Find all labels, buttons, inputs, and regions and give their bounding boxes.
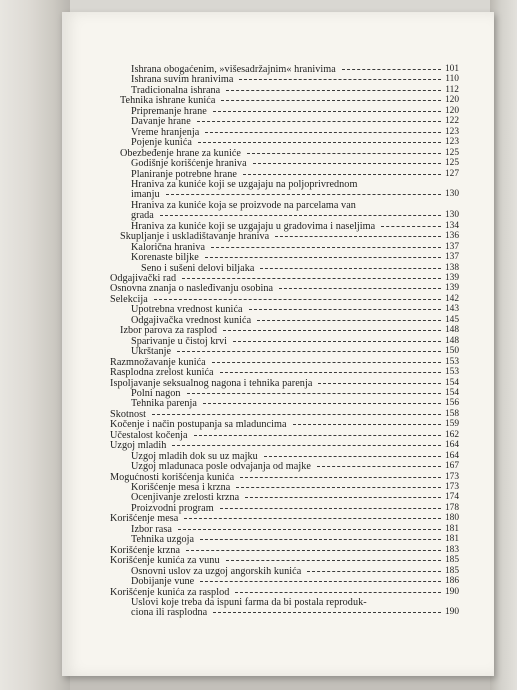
toc-dot-leader [260, 268, 441, 269]
toc-dot-leader [226, 90, 441, 91]
toc-entry-title: Učestalost kočenja [110, 429, 188, 441]
toc-entry-page: 174 [444, 492, 459, 503]
toc-entry [62, 587, 494, 598]
toc-entry [62, 388, 494, 399]
toc-entry-page: 156 [444, 398, 459, 409]
toc-dot-leader [239, 79, 441, 80]
toc-entry-title: Ispoljavanje seksualnog nagona i tehnika parenja [110, 377, 313, 389]
toc-entry-title: Planiranje potrebne hrane [131, 168, 237, 180]
toc-entry-title: Pojenje kunića [131, 137, 192, 149]
toc-entry-page: 127 [444, 168, 459, 179]
toc-entry-page: 181 [444, 523, 459, 534]
toc-dot-leader [226, 560, 441, 561]
toc-entry-page: 154 [444, 377, 459, 388]
toc-entry-page: 173 [444, 471, 459, 482]
toc-dot-leader [233, 341, 441, 342]
toc-dot-leader [212, 362, 441, 363]
toc-entry-title: Obezbeđenje hrane za kuniće [120, 147, 241, 159]
toc-entry [62, 283, 494, 294]
toc-dot-leader [177, 351, 441, 352]
toc-entry-title: Ishrana obogaćenim, »višesadržajnim« hranivima [131, 64, 336, 75]
toc-dot-leader [247, 153, 441, 154]
toc-entry-page: 150 [444, 346, 459, 357]
toc-dot-leader [253, 163, 441, 164]
toc-dot-leader [240, 477, 441, 478]
toc-entry [62, 210, 494, 221]
toc-entry [62, 231, 494, 242]
toc-entry [62, 566, 494, 577]
book-page [62, 12, 494, 676]
toc-dot-leader [197, 121, 441, 122]
toc-entry-title: Razmnožavanje kunića [110, 356, 206, 368]
toc-entry [62, 492, 494, 503]
toc-entry-page: 162 [444, 429, 459, 440]
toc-entry-title: Selekcija [110, 293, 148, 305]
toc-dot-leader [221, 100, 441, 101]
toc-entry [62, 304, 494, 315]
toc-entry [62, 95, 494, 106]
toc-entry-title: imanju [131, 189, 160, 201]
toc-entry-page: 122 [444, 116, 459, 127]
toc-entry-title: Korišćenje kunića za rasplod [110, 586, 230, 598]
toc-entry [62, 461, 494, 472]
toc-entry [62, 555, 494, 566]
toc-entry [62, 148, 494, 159]
toc-entry-page: 178 [444, 502, 459, 513]
toc-entry-title: Izbor parova za rasplod [120, 325, 218, 337]
table-of-contents [62, 12, 494, 676]
toc-entry-page: 158 [444, 408, 459, 419]
toc-entry [62, 357, 494, 368]
toc-entry-title: Hraniva za kuniće koja se proizvode na parcelama van [131, 199, 356, 211]
toc-dot-leader [342, 69, 441, 70]
toc-entry-page: 148 [444, 325, 459, 336]
toc-entry-page: 153 [444, 356, 459, 367]
toc-entry-title: Vreme hranjenja [131, 126, 200, 138]
toc-entry [62, 430, 494, 441]
toc-entry [62, 116, 494, 127]
toc-dot-leader [220, 508, 441, 509]
toc-entry-title: Hraniva za kuniće koji se uzgajaju u gradovima i naseljima [131, 220, 376, 232]
toc-entry [62, 137, 494, 148]
toc-entry [62, 242, 494, 253]
toc-entry [62, 158, 494, 169]
toc-dot-leader [152, 414, 441, 415]
toc-entry [62, 273, 494, 284]
toc-entry [62, 378, 494, 389]
toc-dot-leader [213, 612, 441, 613]
toc-dot-leader [154, 299, 441, 300]
toc-entry-page: 164 [444, 440, 459, 451]
toc-entry-title: Pripremanje hrane [131, 105, 207, 117]
toc-dot-leader [205, 132, 441, 133]
toc-entry [62, 106, 494, 117]
toc-entry [62, 398, 494, 409]
toc-dot-leader [307, 571, 441, 572]
toc-dot-leader [172, 445, 441, 446]
toc-entry-title: Korišćenje kunića za vunu [110, 555, 220, 567]
toc-entry-title: Odgajivački rad [110, 273, 177, 284]
toc-entry [62, 252, 494, 263]
book-spine [0, 0, 70, 690]
toc-dot-leader [198, 142, 441, 143]
toc-entry-page: 125 [444, 158, 459, 169]
toc-entry-title: Polni nagon [131, 387, 181, 399]
toc-entry [62, 409, 494, 420]
toc-entry-title: Ukrštanje [131, 346, 172, 358]
toc-entry [62, 336, 494, 347]
toc-entry [62, 74, 494, 85]
toc-entry-page: 112 [445, 84, 459, 95]
toc-entry [62, 346, 494, 357]
toc-entry-page: 180 [444, 513, 459, 524]
toc-entry [62, 127, 494, 138]
toc-entry-page: 138 [444, 262, 459, 273]
toc-entry-title: grada [131, 210, 154, 222]
toc-entry [62, 482, 494, 493]
toc-entry-title: Rasplodna zrelost kunića [110, 367, 214, 379]
toc-entry-page: 123 [444, 137, 459, 148]
toc-dot-leader [236, 487, 441, 488]
toc-dot-leader [182, 278, 441, 279]
toc-entry-title: Uslovi koje treba da ispuni farma da bi postala reproduk- [131, 596, 367, 608]
toc-entry [62, 451, 494, 462]
toc-entry-title: Kalorična hraniva [131, 241, 206, 253]
toc-entry-title: Skupljanje i uskladištavanje hraniva [120, 231, 270, 243]
toc-dot-leader [166, 194, 441, 195]
toc-dot-leader [249, 309, 441, 310]
toc-dot-leader [243, 174, 441, 175]
toc-entry-title: Korišćenje mesa [110, 513, 179, 525]
toc-entry [62, 179, 494, 190]
toc-entry-title: Tradicionalna ishrana [131, 84, 221, 96]
toc-entry-title: Sparivanje u čistoj krvi [131, 335, 227, 347]
toc-dot-leader [200, 539, 441, 540]
toc-entry-page: 137 [444, 252, 459, 263]
toc-entry-page: 120 [444, 95, 459, 106]
toc-entry-page: 154 [444, 387, 459, 398]
toc-dot-leader [220, 372, 441, 373]
toc-entry-page: 185 [444, 555, 459, 566]
toc-entry-page: 120 [444, 105, 459, 116]
toc-dot-leader [194, 435, 441, 436]
toc-dot-leader [317, 466, 441, 467]
toc-entry-title: Skotnost [110, 408, 147, 420]
toc-entry-title: Davanje hrane [131, 116, 191, 128]
toc-entry-title: Godišnje korišćenje hraniva [131, 158, 247, 170]
toc-entry-title: Tehnika parenja [131, 398, 197, 410]
toc-entry [62, 513, 494, 524]
toc-entry-title: Korišćenje mesa i krzna [131, 482, 231, 493]
toc-entry-title: Seno i sušeni delovi biljaka [141, 262, 255, 274]
toc-entry-page: 181 [444, 534, 459, 545]
toc-dot-leader [178, 529, 441, 530]
toc-entry-page: 136 [444, 231, 459, 242]
toc-entry-title: Dobijanje vune [131, 576, 195, 588]
toc-entry-page: 185 [444, 565, 459, 576]
toc-entry [62, 440, 494, 451]
toc-entry-page: 139 [444, 273, 459, 283]
toc-entry-title: ciona ili rasplodna [131, 607, 208, 619]
toc-entry-page: 101 [444, 64, 459, 74]
toc-entry [62, 472, 494, 483]
book-cover-edge [490, 0, 517, 690]
toc-dot-leader [211, 247, 441, 248]
toc-entry-page: 153 [444, 367, 459, 378]
toc-entry-title: Tehnika ishrane kunića [120, 95, 216, 107]
toc-entry-page: 137 [444, 241, 459, 252]
toc-dot-leader [223, 330, 441, 331]
toc-entry-page: 143 [444, 304, 459, 315]
toc-entry-title: Osnovni uslov za uzgoj angorskih kunića [131, 565, 302, 577]
toc-entry [62, 325, 494, 336]
toc-entry [62, 85, 494, 96]
toc-entry [62, 189, 494, 200]
toc-entry-page: 145 [444, 314, 459, 325]
toc-entry-title: Korišćenje krzna [110, 544, 181, 556]
toc-entry [62, 169, 494, 180]
toc-dot-leader [213, 111, 441, 112]
toc-entry-title: Osnovna znanja o nasleđivanju osobina [110, 283, 274, 295]
toc-entry [62, 263, 494, 274]
toc-dot-leader [203, 403, 441, 404]
toc-dot-leader [279, 288, 441, 289]
toc-entry [62, 607, 494, 618]
toc-entry-page: 164 [444, 450, 459, 461]
toc-entry-title: Ishrana suvim hranivima [131, 74, 234, 86]
toc-entry-page: 139 [444, 283, 459, 294]
toc-entry [62, 576, 494, 587]
toc-entry-page: 173 [444, 482, 459, 492]
toc-entry-page: 134 [444, 220, 459, 231]
toc-dot-leader [160, 215, 441, 216]
toc-entry-page: 183 [444, 544, 459, 555]
toc-entry [62, 221, 494, 232]
toc-entry-page: 190 [444, 607, 459, 618]
toc-entry [62, 534, 494, 545]
toc-entry-title: Uzgoj mladih [110, 440, 167, 452]
toc-entry-title: Odgajivačka vrednost kunića [131, 314, 252, 326]
toc-entry [62, 419, 494, 430]
toc-entry-page: 167 [444, 461, 459, 472]
toc-dot-leader [235, 592, 441, 593]
toc-entry [62, 503, 494, 514]
toc-dot-leader [293, 424, 441, 425]
toc-entry-title: Korenaste biljke [131, 252, 199, 264]
toc-entry-page: 110 [445, 74, 459, 85]
toc-entry [62, 545, 494, 556]
toc-entry-title: Proizvodni program [131, 502, 214, 514]
toc-entry-page: 130 [444, 189, 459, 200]
toc-dot-leader [187, 393, 441, 394]
toc-entry-title: Uzgoj mladunaca posle odvajanja od majke [131, 461, 311, 473]
toc-entry [62, 64, 494, 75]
toc-dot-leader [275, 236, 441, 237]
toc-dot-leader [318, 383, 441, 384]
toc-dot-leader [264, 456, 441, 457]
toc-dot-leader [257, 320, 441, 321]
toc-entry-title: Izbor rasa [131, 523, 172, 535]
toc-entry-page: 186 [444, 576, 459, 587]
toc-entry-page: 142 [444, 293, 459, 304]
toc-entry-title: Tehnika uzgoja [131, 534, 195, 546]
toc-entry-page: 125 [444, 147, 459, 158]
toc-entry-page: 148 [444, 335, 459, 346]
toc-dot-leader [200, 581, 441, 582]
toc-entry [62, 315, 494, 326]
toc-dot-leader [184, 518, 441, 519]
toc-entry-title: Uzgoj mladih dok su uz majku [131, 450, 258, 462]
toc-entry-title: Hraniva za kuniće koji se uzgajaju na poljoprivrednom [131, 178, 358, 190]
toc-dot-leader [245, 497, 441, 498]
toc-entry-title: Mogućnosti korišćenja kunića [110, 471, 235, 483]
toc-entry-title: Kočenje i način postupanja sa mladuncima [110, 419, 287, 431]
toc-entry [62, 524, 494, 535]
toc-entry-page: 159 [444, 419, 459, 430]
toc-dot-leader [381, 226, 441, 227]
toc-entry-page: 130 [444, 210, 459, 221]
toc-entry-page: 123 [444, 126, 459, 137]
toc-dot-leader [205, 257, 441, 258]
toc-entry-title: Upotrebna vrednost kunića [131, 304, 243, 316]
toc-entry-page: 190 [444, 586, 459, 597]
toc-entry [62, 367, 494, 378]
toc-entry [62, 597, 494, 608]
toc-dot-leader [186, 550, 441, 551]
toc-entry-title: Ocenjivanje zrelosti krzna [131, 492, 240, 504]
toc-entry [62, 294, 494, 305]
toc-entry [62, 200, 494, 211]
